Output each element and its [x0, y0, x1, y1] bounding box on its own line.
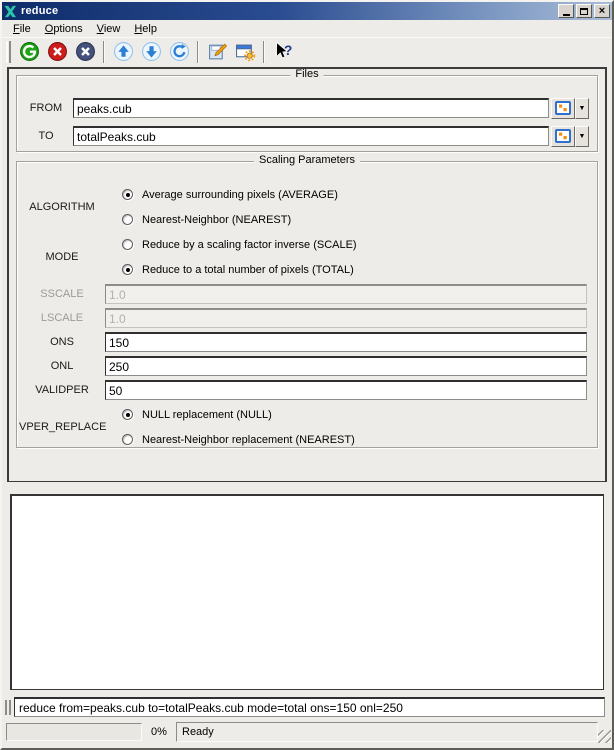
parameters-panel [7, 67, 607, 482]
stop-icon [47, 41, 68, 62]
svg-text:?: ? [283, 43, 292, 59]
menu-view[interactable]: View [96, 22, 121, 35]
radio-button-icon[interactable] [122, 189, 133, 200]
lscale-row [19, 306, 589, 330]
sscale-input [105, 284, 587, 304]
menu-help[interactable]: Help [134, 22, 157, 35]
files-legend: Files [290, 68, 323, 80]
close-button[interactable] [594, 4, 610, 18]
radio-label: Reduce to a total number of pixels (TOTAL) [142, 263, 354, 276]
ons-row [19, 330, 589, 354]
from-row [19, 94, 589, 122]
titlebar[interactable] [2, 2, 612, 20]
radio-label: Nearest-Neighbor (NEAREST) [142, 213, 292, 226]
chevron-down-icon: ▼ [578, 132, 586, 140]
go-button[interactable] [16, 39, 42, 65]
vper-replace-row [19, 402, 589, 452]
menu-file[interactable]: File [13, 22, 31, 35]
vper-replace-option-nearest[interactable] [105, 427, 589, 452]
validper-row [19, 378, 589, 402]
mode-row [19, 232, 589, 282]
window-title: reduce [21, 5, 59, 17]
sscale-label: SSCALE [40, 288, 84, 300]
down-arrow-icon [141, 41, 162, 62]
algorithm-option-nearest[interactable] [105, 207, 589, 232]
chevron-down-icon: ▼ [578, 104, 586, 112]
commandline-row [5, 697, 605, 717]
edit-save-icon [207, 41, 228, 62]
maximize-button[interactable] [576, 4, 592, 18]
menubar [2, 20, 612, 37]
up-arrow-icon [113, 41, 134, 62]
menu-options[interactable]: Options [44, 22, 83, 35]
onl-row [19, 354, 589, 378]
history-back-button[interactable] [110, 39, 136, 65]
to-dropdown-button[interactable] [575, 126, 589, 147]
whats-this-icon [273, 41, 294, 62]
commandline-input[interactable] [14, 697, 605, 717]
commandline-settings-button[interactable] [232, 39, 258, 65]
toolbar [2, 37, 612, 65]
toolbar-separator [103, 41, 105, 63]
maximize-icon [580, 8, 588, 15]
toolbar-drag-handle[interactable] [6, 41, 11, 63]
status-message: Ready [176, 722, 598, 742]
minimize-icon [563, 14, 570, 16]
lscale-input [105, 308, 587, 328]
history-forward-button[interactable] [138, 39, 164, 65]
to-row [19, 122, 589, 150]
from-input[interactable] [73, 98, 549, 118]
vper-replace-label: VPER_REPLACE [19, 421, 107, 433]
stop-button[interactable] [44, 39, 70, 65]
commandline-drag-handle[interactable] [5, 700, 11, 715]
statusbar [2, 720, 612, 744]
toolbar-separator [197, 41, 199, 63]
mode-option-scale[interactable] [105, 232, 589, 257]
ons-input[interactable] [105, 332, 587, 352]
go-icon [19, 41, 40, 62]
mode-option-total[interactable] [105, 257, 589, 282]
minimize-button[interactable] [558, 4, 574, 18]
scaling-parameters-groupbox [16, 154, 598, 448]
whats-this-button[interactable] [270, 39, 296, 65]
window-settings-icon [235, 41, 256, 62]
sscale-row [19, 282, 589, 306]
file-browser-icon [555, 129, 571, 143]
scaling-legend: Scaling Parameters [254, 154, 360, 166]
close-icon: × [598, 5, 606, 17]
reset-button[interactable] [166, 39, 192, 65]
file-browser-icon [555, 101, 571, 115]
radio-button-icon[interactable] [122, 264, 133, 275]
radio-button-icon[interactable] [122, 214, 133, 225]
radio-label: NULL replacement (NULL) [142, 408, 272, 421]
validper-label: VALIDPER [35, 384, 89, 396]
to-input[interactable] [73, 126, 549, 146]
radio-label: Average surrounding pixels (AVERAGE) [142, 188, 338, 201]
save-log-button[interactable] [204, 39, 230, 65]
progress-bar [6, 723, 142, 741]
from-label: FROM [29, 102, 63, 114]
radio-button-icon[interactable] [122, 239, 133, 250]
exit-icon [75, 41, 96, 62]
mode-label: MODE [45, 251, 79, 263]
exit-button[interactable] [72, 39, 98, 65]
onl-input[interactable] [105, 356, 587, 376]
to-browse-button[interactable] [551, 126, 575, 147]
algorithm-option-average[interactable] [105, 182, 589, 207]
progress-percent: 0% [151, 726, 167, 738]
algorithm-row [19, 182, 589, 232]
toolbar-separator [263, 41, 265, 63]
vper-replace-option-null[interactable] [105, 402, 589, 427]
radio-label: Nearest-Neighbor replacement (NEAREST) [142, 433, 355, 446]
onl-label: ONL [50, 360, 74, 372]
refresh-icon [169, 41, 190, 62]
ons-label: ONS [50, 336, 74, 348]
algorithm-label: ALGORITHM [29, 201, 95, 213]
radio-button-icon[interactable] [122, 409, 133, 420]
log-output-area[interactable] [10, 494, 604, 690]
from-browse-button[interactable] [551, 98, 575, 119]
files-groupbox [16, 68, 598, 152]
lscale-label: LSCALE [40, 312, 84, 324]
radio-button-icon[interactable] [122, 434, 133, 445]
to-label: TO [38, 130, 54, 142]
radio-label: Reduce by a scaling factor inverse (SCALE) [142, 238, 357, 251]
x11-app-icon [4, 5, 18, 18]
resize-grip-icon[interactable] [598, 730, 611, 743]
from-dropdown-button[interactable] [575, 98, 589, 119]
validper-input[interactable] [105, 380, 587, 400]
